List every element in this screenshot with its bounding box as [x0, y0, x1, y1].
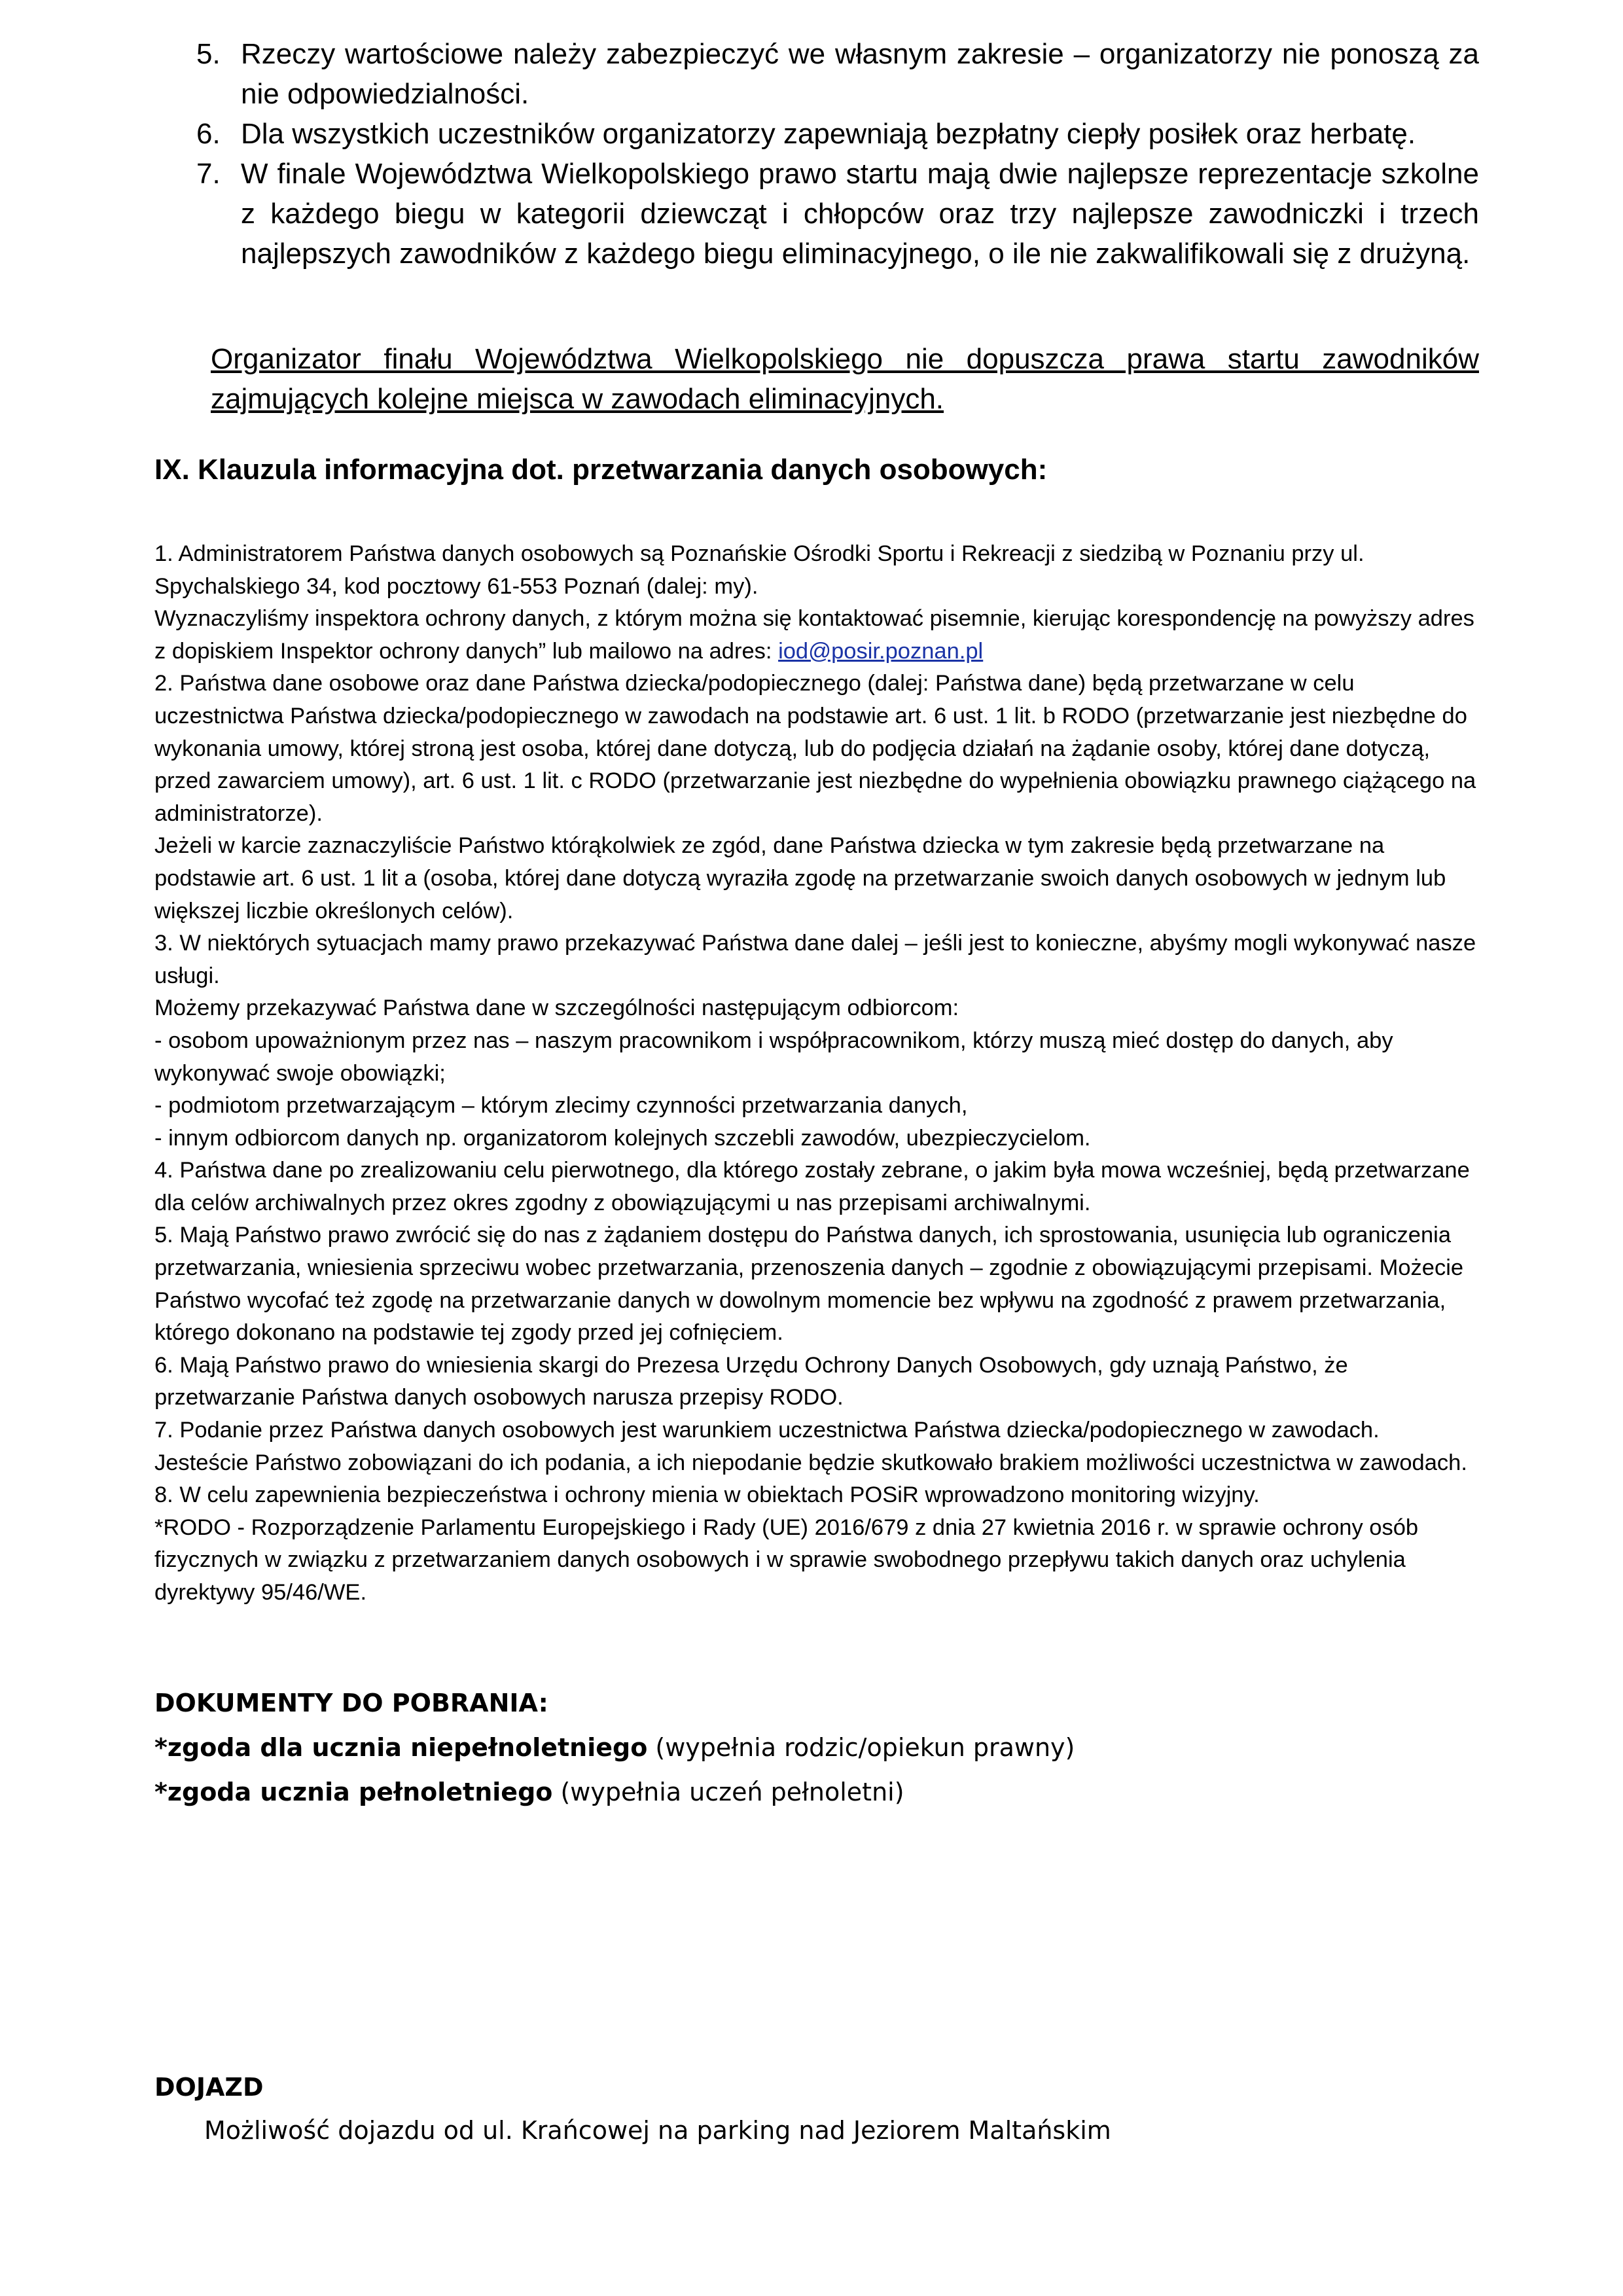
list-item-text: W finale Województwa Wielkopolskiego prawo startu mają dwie najlepsze reprezentacje szkolne z każdego biegu w kategorii dziewcząt i chłopców oraz trzy najlepsze zawodniczki i trzech najlepszych zawodników z każdego biegu eliminacyjnego, o ile nie zakwalifikowali się z drużyną.	[241, 158, 1479, 270]
list-item-number: 6.	[196, 118, 221, 150]
gdpr-clause	[154, 538, 1479, 1609]
gdpr-paragraph: - podmiotom przetwarzającym – którym zlecimy czynności przetwarzania danych,	[154, 1093, 968, 1119]
download-item-title: *zgoda dla ucznia niepełnoletniego	[154, 1733, 648, 1762]
downloads-section	[154, 1681, 1075, 1814]
list-item-text: Rzeczy wartościowe należy zabezpieczyć we własnym zakresie – organizatorzy nie ponoszą za nie odpowiedzialności.	[241, 38, 1479, 110]
gdpr-paragraph: Jeżeli w karcie zaznaczyliście Państwo którąkolwiek ze zgód, dane Państwa dziecka w tym zakresie będą przetwarzane na podstawie art. 6 ust. 1 lit a (osoba, której dane dotyczą wyraziła zgodę na przetwarzanie swoich danych osobowych w jednym lub większej liczbie określonych celów).	[154, 833, 1446, 924]
gdpr-paragraph: 8. W celu zapewnienia bezpieczeństwa i ochrony mienia w obiektach POSiR wprowadzono monitoring wizyjny.	[154, 1482, 1260, 1508]
underlined-note: Organizator finału Województwa Wielkopolskiego nie dopuszcza prawa startu zawodników zajmujących kolejne miejsca w zawodach eliminacyjnych.	[211, 343, 1479, 415]
gdpr-paragraph: 1. Administratorem Państwa danych osobowych są Poznańskie Ośrodki Sportu i Rekreacji z siedzibą w Poznaniu przy ul. Spychalskiego 34, kod pocztowy 61-553 Poznań (dalej: my).	[154, 541, 1364, 599]
list-item-number: 7.	[196, 158, 221, 190]
gdpr-paragraph: 2. Państwa dane osobowe oraz dane Państwa dziecka/podopiecznego (dalej: Państwa dane) będą przetwarzane w celu uczestnictwa Państwa dziecka/podopiecznego w zawodach na podstawie art. 6 ust. 1 lit. b RODO (przetwarzanie jest niezbędne do wykonania umowy, której stroną jest osoba, której dane dotyczą, lub do podjęcia działań na żądanie osoby, której dane dotyczą, przed zawarciem umowy), art. 6 ust. 1 lit. c RODO (przetwarzanie jest niezbędne do wypełnienia obowiązku prawnego ciążącego na administratorze).	[154, 671, 1476, 826]
gdpr-paragraph: 3. W niektórych sytuacjach mamy prawo przekazywać Państwa dane dalej – jeśli jest to konieczne, abyśmy mogli wykonywać nasze usługi.	[154, 931, 1476, 988]
gdpr-paragraph: - innym odbiorcom danych np. organizatorom kolejnych szczebli zawodów, ubezpieczycielom.	[154, 1125, 1091, 1151]
download-item-minor-consent[interactable]	[154, 1725, 1075, 1770]
directions-text: Możliwość dojazdu od ul. Krańcowej na parking nad Jeziorem Maltańskim	[204, 2116, 1111, 2145]
gdpr-paragraph: Możemy przekazywać Państwa dane w szczególności następującym odbiorcom:	[154, 996, 959, 1021]
download-item-note: (wypełnia uczeń pełnoletni)	[552, 1778, 904, 1806]
gdpr-footnote: *RODO - Rozporządzenie Parlamentu Europejskiego i Rady (UE) 2016/679 z dnia 27 kwietnia 2016 r. w sprawie ochrony osób fizycznych w związku z przetwarzaniem danych osobowych i w sprawie swobodnego przepływu takich danych oraz uchylenia dyrektywy 95/46/WE.	[154, 1515, 1419, 1605]
gdpr-paragraph: 7. Podanie przez Państwa danych osobowych jest warunkiem uczestnictwa Państwa dziecka/podopiecznego w zawodach. Jesteście Państwo zobowiązani do ich podania, a ich niepodanie będzie skutkowało brakiem możliwości uczestnictwa w zawodach.	[154, 1418, 1467, 1475]
list-item-text: Dla wszystkich uczestników organizatorzy zapewniają bezpłatny ciepły posiłek oraz herbatę.	[241, 118, 1416, 150]
gdpr-paragraph-contact	[154, 603, 1479, 668]
contact-text: Wyznaczyliśmy inspektora ochrony danych, z którym można się kontaktować pisemnie, kierując korespondencję na powyższy adres z dopiskiem Inspektor ochrony danych” lub mailowo na adres:	[154, 606, 1474, 664]
downloads-heading: DOKUMENTY DO POBRANIA:	[154, 1689, 548, 1717]
gdpr-paragraph: 4. Państwa dane po zrealizowaniu celu pierwotnego, dla którego zostały zebrane, o jakim była mowa wcześniej, będą przetwarzane dla celów archiwalnych przez okres zgodny z obowiązującymi u nas przepisami archiwalnymi.	[154, 1158, 1470, 1215]
list-item	[196, 154, 1479, 274]
gdpr-paragraph: - osobom upoważnionym przez nas – naszym pracownikom i współpracownikom, którzy muszą mieć dostęp do danych, aby wykonywać swoje obowiązki;	[154, 1028, 1393, 1086]
download-item-note: (wypełnia rodzic/opiekun prawny)	[647, 1733, 1075, 1762]
list-item	[196, 114, 1479, 154]
rules-list	[196, 34, 1479, 274]
download-item-title: *zgoda ucznia pełnoletniego	[154, 1778, 553, 1806]
section-heading: IX. Klauzula informacyjna dot. przetwarzania danych osobowych:	[154, 454, 1048, 486]
list-item	[196, 34, 1479, 114]
gdpr-paragraph: 6. Mają Państwo prawo do wniesienia skargi do Prezesa Urzędu Ochrony Danych Osobowych, gdy uznają Państwo, że przetwarzanie Państwa danych osobowych narusza przepisy RODO.	[154, 1352, 1348, 1410]
list-item-number: 5.	[196, 38, 221, 70]
download-item-adult-consent[interactable]	[154, 1770, 1075, 1814]
gdpr-paragraph: 5. Mają Państwo prawo zwrócić się do nas z żądaniem dostępu do Państwa danych, ich sprostowania, usunięcia lub ograniczenia przetwarzania, wniesienia sprzeciwu wobec przetwarzania, przenoszenia danych – zgodnie z obowiązującymi przepisami. Możecie Państwo wycofać też zgodę na przetwarzanie danych w dowolnym momencie bez wpływu na zgodność z prawem przetwarzania, którego dokonano na podstawie tej zgody przed jej cofnięciem.	[154, 1223, 1464, 1346]
directions-heading: DOJAZD	[154, 2073, 264, 2102]
email-link[interactable]: iod@posir.poznan.pl	[778, 638, 984, 664]
